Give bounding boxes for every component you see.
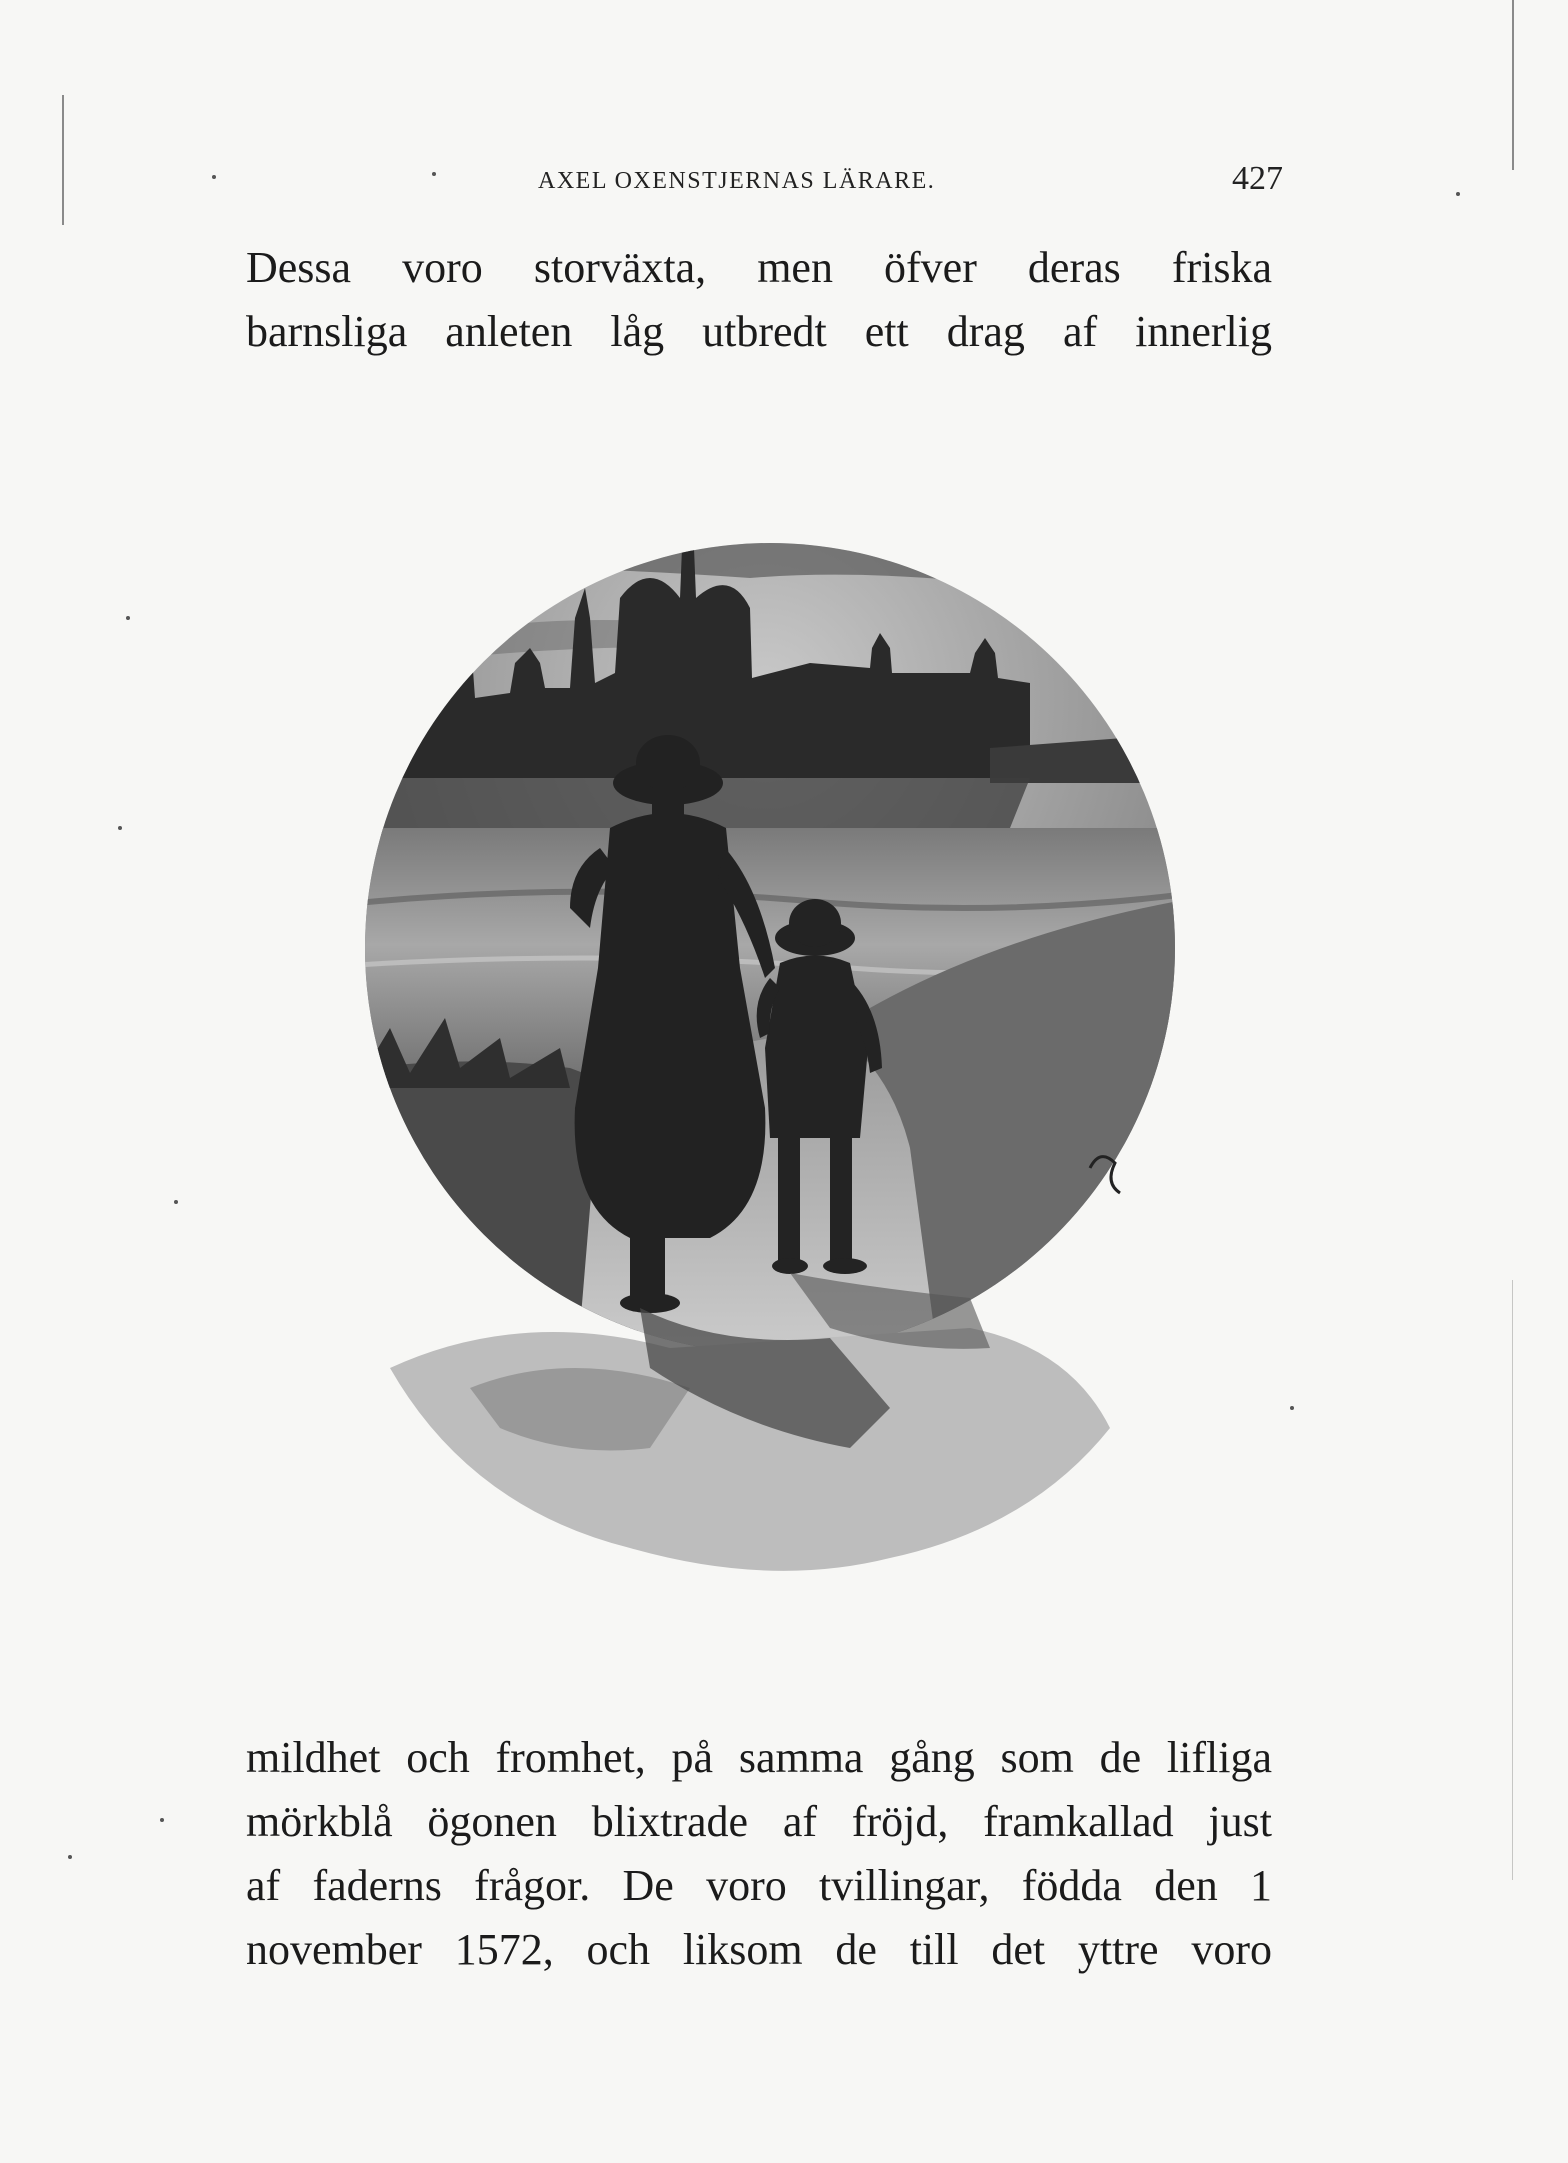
speck	[174, 1200, 178, 1204]
page-number: 427	[1232, 160, 1283, 197]
running-header-title: AXEL OXENSTJERNAS LÄRARE.	[538, 168, 936, 194]
right-scan-edge-lower	[1512, 1280, 1513, 1880]
body-line: mörkblå ögonen blixtrade af fröjd, framkallad just	[246, 1797, 1272, 1846]
body-line: Dessa voro storväxta, men öfver deras friska	[246, 243, 1272, 292]
speck	[126, 616, 130, 620]
body-line: barnsliga anleten låg utbredt ett drag af innerlig	[246, 307, 1272, 356]
speck	[68, 1855, 72, 1859]
speck	[160, 1818, 164, 1822]
speck	[212, 175, 216, 179]
speck	[1290, 1406, 1294, 1410]
speck	[1456, 192, 1460, 196]
illustration-castle-scene	[270, 448, 1260, 1658]
speck	[118, 826, 122, 830]
right-scan-edge	[1512, 0, 1514, 170]
body-line: mildhet och fromhet, på samma gång som de lifliga	[246, 1733, 1272, 1782]
left-scan-edge	[62, 95, 64, 225]
body-line: af faderns frågor. De voro tvillingar, födda den 1	[246, 1861, 1272, 1910]
body-line: november 1572, och liksom de till det yttre voro	[246, 1925, 1272, 1974]
speck	[432, 172, 436, 176]
